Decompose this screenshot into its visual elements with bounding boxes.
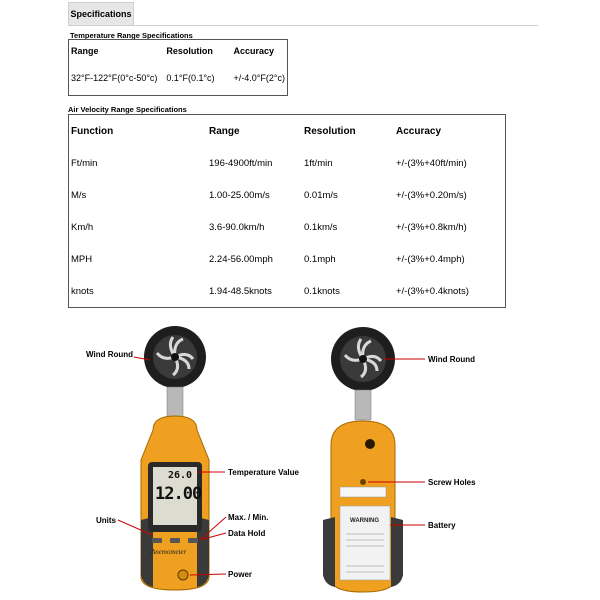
table-cell: MPH (71, 253, 93, 265)
table-cell: +/-(3%+40ft/min) (396, 157, 467, 169)
table-cell: 1.94-48.5knots (209, 285, 272, 297)
callout-data-hold: Data Hold (228, 529, 266, 538)
callout-power: Power (228, 570, 253, 579)
callout-units: Units (96, 516, 116, 525)
table-cell: 0.1knots (304, 285, 340, 297)
table-cell: 1ft/min (304, 157, 333, 169)
callout-temperature-value: Temperature Value (228, 468, 299, 477)
table-cell: 32°F-122°F(0°c-50°c) (71, 72, 158, 83)
lcd-top-value: 26.0 (168, 470, 193, 481)
table-cell: +/-(3%+0.4mph) (396, 253, 465, 265)
back-anemometer (323, 327, 425, 592)
units-button (152, 538, 162, 543)
column-header: Range (71, 45, 99, 56)
table-cell: 0.1°F(0.1°c) (166, 72, 215, 83)
screw-hole-icon (365, 439, 375, 449)
callout-wind-round-back: Wind Round (428, 355, 476, 364)
tab-specifications[interactable]: Specifications (68, 2, 134, 25)
table-cell: +/-4.0°F(2°c) (233, 72, 285, 83)
screw-hole-icon (360, 479, 366, 485)
table-cell: Ft/min (71, 157, 98, 169)
table-cell: 0.1km/s (304, 221, 338, 233)
table-cell: Km/h (71, 221, 94, 233)
callout-wind-round: Wind Round (86, 350, 134, 359)
column-header: Range (209, 125, 240, 137)
air-velocity-section-title: Air Velocity Range Specifications (68, 105, 187, 114)
column-header: Function (71, 125, 114, 137)
table-cell: 0.01m/s (304, 189, 338, 201)
column-header: Resolution (304, 125, 356, 137)
table-cell: 1.00-25.00m/s (209, 189, 270, 201)
table-cell: +/-(3%+0.8km/h) (396, 221, 467, 233)
lcd-bottom-value: 12.00 (155, 484, 202, 504)
max-min-button (170, 538, 180, 543)
column-header: Accuracy (233, 45, 275, 56)
table-cell: knots (71, 285, 94, 297)
callout-max-min: Max. / Min. (228, 513, 269, 522)
table-cell: 196-4900ft/min (209, 157, 273, 169)
warning-label: WARNING (350, 518, 379, 524)
table-cell: 2.24-56.00mph (209, 253, 273, 265)
table-cell: 0.1mph (304, 253, 336, 265)
power-icon (178, 570, 188, 580)
column-header: Resolution (166, 45, 213, 56)
table-cell: 3.6-90.0km/h (209, 221, 265, 233)
table-cell: +/-(3%+0.4knots) (396, 285, 469, 297)
callout-screw-holes: Screw Holes (428, 478, 476, 487)
table-cell: +/-(3%+0.20m/s) (396, 189, 467, 201)
temperature-section-title: Temperature Range Specifications (70, 31, 193, 40)
column-header: Accuracy (396, 125, 442, 137)
callout-battery: Battery (428, 521, 456, 530)
brand-label: Anemometer (151, 548, 187, 556)
data-hold-button (188, 538, 198, 543)
table-cell: M/s (71, 189, 87, 201)
